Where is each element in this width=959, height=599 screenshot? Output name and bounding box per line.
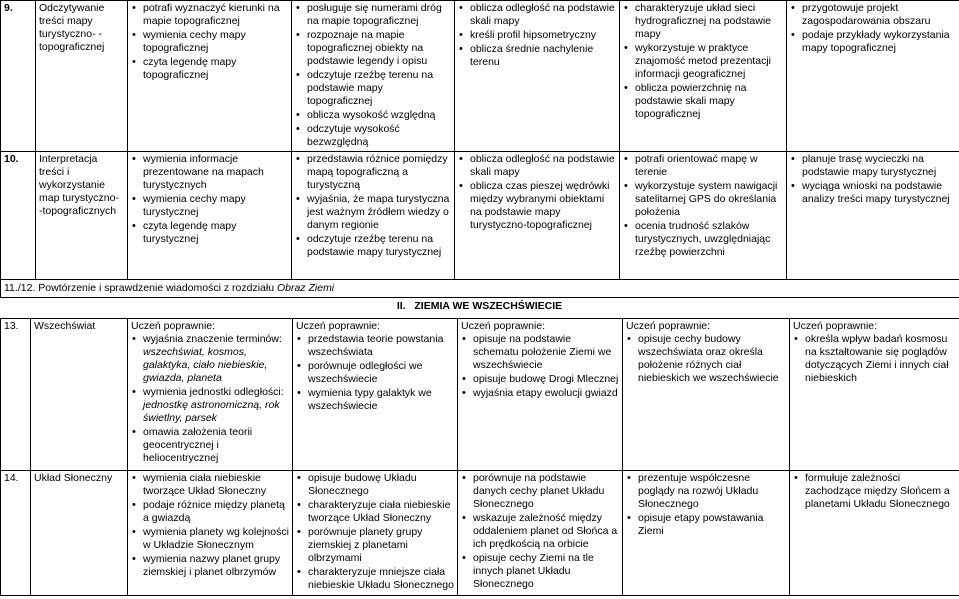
lesson-topic: Interpretacja treści i wykorzystanie map turystyczno- -topograficznych bbox=[36, 152, 128, 280]
intro-label: Uczeń poprawnie: bbox=[793, 320, 878, 332]
grade-column-2 bbox=[293, 319, 458, 471]
list-item: • odczytuje rzeźbę terenu na podstawie mapy topograficznej bbox=[307, 69, 451, 108]
list-item: • charakteryzuje ciała niebieskie tworzące Układ Słoneczny bbox=[308, 499, 454, 525]
competency-table-part1 bbox=[0, 0, 959, 298]
list-item: • podaje różnice między planetą a gwiazdą bbox=[143, 499, 289, 525]
grade-column-3 bbox=[455, 152, 620, 280]
grade-column-4 bbox=[623, 319, 790, 471]
list-item: • wyjaśnia, że mapa turystyczna jest ważnym źródłem wiedzy o danym regionie bbox=[307, 193, 451, 232]
grade-column-1 bbox=[128, 319, 293, 471]
lesson-number: 9. bbox=[1, 1, 36, 152]
list-item: • wyjaśnia znaczenie terminów: wszechświat, kosmos, galaktyka, ciało niebieskie, gwiazda, planeta bbox=[143, 333, 289, 385]
intro-label: Uczeń poprawnie: bbox=[131, 320, 216, 332]
list-item: • posługuje się numerami dróg na mapie topograficznej bbox=[307, 2, 451, 28]
list-item: • podaje przykłady wykorzystania mapy topograficznej bbox=[802, 29, 956, 55]
list-item: • wykorzystuje w praktyce znajomość metod prezentacji informacji geograficznej bbox=[635, 42, 783, 81]
grade-column-5 bbox=[787, 152, 959, 280]
grade-column-2 bbox=[293, 471, 458, 596]
list-item: • porównuje na podstawie danych cechy planet Układu Słonecznego bbox=[473, 472, 619, 511]
section-title: ZIEMIA WE WSZECHŚWIECIE bbox=[414, 300, 563, 312]
list-item: • rozpoznaje na mapie topograficznej obiekty na podstawie legendy i opisu bbox=[307, 29, 451, 68]
grade-column-4 bbox=[623, 471, 790, 596]
list-item: • omawia założenia teorii geocentrycznej i heliocentrycznej bbox=[143, 426, 289, 465]
list-item: • wymienia cechy mapy topograficznej bbox=[143, 29, 288, 55]
list-item: • czyta legendę mapy topograficznej bbox=[143, 56, 288, 82]
grade-column-3 bbox=[458, 471, 623, 596]
list-item: • przedstawia różnice pomiędzy mapą topograficzną a turystyczną bbox=[307, 153, 451, 192]
list-item: • potrafi wyznaczyć kierunki na mapie topograficznej bbox=[143, 2, 288, 28]
list-item: • przygotowuje projekt zagospodarowania obszaru bbox=[802, 2, 956, 28]
list-item: • wyjaśnia etapy ewolucji gwiazd bbox=[473, 387, 619, 400]
list-item: • potrafi orientować mapę w terenie bbox=[635, 153, 783, 179]
list-item: • oblicza czas pieszej wędrówki między wybranymi obiektami na podstawie mapy turystyczno-topograficznej bbox=[470, 180, 616, 232]
list-item: • kreśli profil hipsometryczny bbox=[470, 29, 616, 42]
lesson-topic: Odczytywanie treści mapy turystyczno- -topograficznej bbox=[36, 1, 128, 152]
grade-column-4 bbox=[620, 152, 787, 280]
grade-column-2 bbox=[292, 152, 455, 280]
review-chapter: Obraz Ziemi bbox=[276, 282, 335, 294]
list-item: • określa wpływ badań kosmosu na kształtowanie się poglądów dotyczących Ziemi i innych ciał niebieskich bbox=[805, 333, 956, 385]
intro-label: Uczeń poprawnie: bbox=[296, 320, 381, 332]
lesson-topic: Układ Słoneczny bbox=[31, 471, 128, 596]
intro-label: Uczeń poprawnie: bbox=[626, 320, 711, 332]
list-item: • opisuje budowę Drogi Mlecznej bbox=[473, 373, 619, 386]
list-item: • wymienia cechy mapy turystycznej bbox=[143, 193, 288, 219]
list-item: • oblicza odległość na podstawie skali mapy bbox=[470, 2, 616, 28]
list-item: • formułuje zależności zachodzące między Słońcem a planetami Układu Słonecznego bbox=[805, 472, 956, 511]
list-item: • prezentuje współczesne poglądy na rozwój Układu Słonecznego bbox=[638, 472, 786, 511]
grade-column-5 bbox=[790, 319, 959, 471]
list-item: • opisuje na podstawie schematu położenie Ziemi we wszechświecie bbox=[473, 333, 619, 372]
intro-label: Uczeń poprawnie: bbox=[461, 320, 546, 332]
list-item: • wykorzystuje system nawigacji satelitarnej GPS do określania położenia bbox=[635, 180, 783, 219]
table-row-13 bbox=[1, 319, 959, 471]
list-item: • opisuje cechy Ziemi na tle innych planet Układu Słonecznego bbox=[473, 552, 619, 591]
lesson-number: 14. bbox=[1, 471, 31, 596]
grade-column-1 bbox=[128, 471, 293, 596]
lesson-number: 13. bbox=[1, 319, 31, 471]
list-item: • czyta legendę mapy turystycznej bbox=[143, 220, 288, 246]
list-item: • oblicza średnie nachylenie terenu bbox=[470, 43, 616, 69]
grade-column-2 bbox=[292, 1, 455, 152]
list-item: • oblicza powierzchnię na podstawie skali mapy topograficznej bbox=[635, 82, 783, 121]
list-item: • opisuje cechy budowy wszechświata oraz określa położenie różnych ciał niebieskich we wszechświecie bbox=[638, 333, 786, 385]
review-text: Powtórzenie i sprawdzenie wiadomości z rozdziału bbox=[38, 282, 275, 294]
list-item: • wymienia informacje prezentowane na mapach turystycznych bbox=[143, 153, 288, 192]
list-item: • charakteryzuje mniejsze ciała niebieskie Układu Słonecznego bbox=[308, 566, 454, 592]
table-row-10 bbox=[1, 152, 959, 280]
grade-column-1 bbox=[128, 152, 292, 280]
list-item: • wymienia planety wg kolejności w Układzie Słonecznym bbox=[143, 526, 289, 552]
grade-column-1 bbox=[128, 1, 292, 152]
competency-table-part2 bbox=[0, 318, 959, 596]
list-item: • wskazuje zależność między oddaleniem planet od Słońca a ich prędkością na orbicie bbox=[473, 512, 619, 551]
list-item: • opisuje budowę Układu Słonecznego bbox=[308, 472, 454, 498]
list-item: • wymienia typy galaktyk we wszechświecie bbox=[308, 387, 454, 413]
list-item: • planuje trasę wycieczki na podstawie mapy turystycznej bbox=[802, 153, 956, 179]
lesson-topic: Wszechświat bbox=[31, 319, 128, 471]
table-row-11-12 bbox=[1, 280, 959, 298]
list-item: • oblicza wysokość względną bbox=[307, 109, 451, 122]
list-item: • porównuje planety grupy ziemskiej z planetami olbrzymami bbox=[308, 526, 454, 565]
list-item: • wyciąga wnioski na podstawie analizy treści mapy turystycznej bbox=[802, 180, 956, 206]
grade-column-3 bbox=[455, 1, 620, 152]
list-item: • opisuje etapy powstawania Ziemi bbox=[638, 512, 786, 538]
list-item: • przedstawia teorie powstania wszechświata bbox=[308, 333, 454, 359]
review-row bbox=[1, 280, 959, 298]
lesson-number: 10. bbox=[1, 152, 36, 280]
list-item: • oblicza odległość na podstawie skali mapy bbox=[470, 153, 616, 179]
section-heading bbox=[0, 300, 959, 313]
list-item: • odczytuje rzeźbę terenu na podstawie mapy turystycznej bbox=[307, 233, 451, 259]
list-item: • charakteryzuje układ sieci hydrograficznej na podstawie mapy bbox=[635, 2, 783, 41]
table-row-14 bbox=[1, 471, 959, 596]
grade-column-4 bbox=[620, 1, 787, 152]
lesson-number: 11./12. bbox=[4, 282, 36, 294]
grade-column-5 bbox=[790, 471, 959, 596]
list-item: • ocenia trudność szlaków turystycznych, uwzględniając rzeźbę powierzchni bbox=[635, 220, 783, 259]
grade-column-5 bbox=[787, 1, 959, 152]
grade-column-3 bbox=[458, 319, 623, 471]
list-item: • wymienia nazwy planet grupy ziemskiej i planet olbrzymów bbox=[143, 553, 289, 579]
list-item: • porównuje odległości we wszechświecie bbox=[308, 360, 454, 386]
list-item: • wymienia ciała niebieskie tworzące Układ Słoneczny bbox=[143, 472, 289, 498]
section-number: II. bbox=[396, 300, 406, 312]
list-item: • wymienia jednostki odległości: jednostkę astronomiczną, rok świetlny, parsek bbox=[143, 386, 289, 425]
table-row-9 bbox=[1, 1, 959, 152]
list-item: • odczytuje wysokość bezwzględną bbox=[307, 123, 451, 149]
